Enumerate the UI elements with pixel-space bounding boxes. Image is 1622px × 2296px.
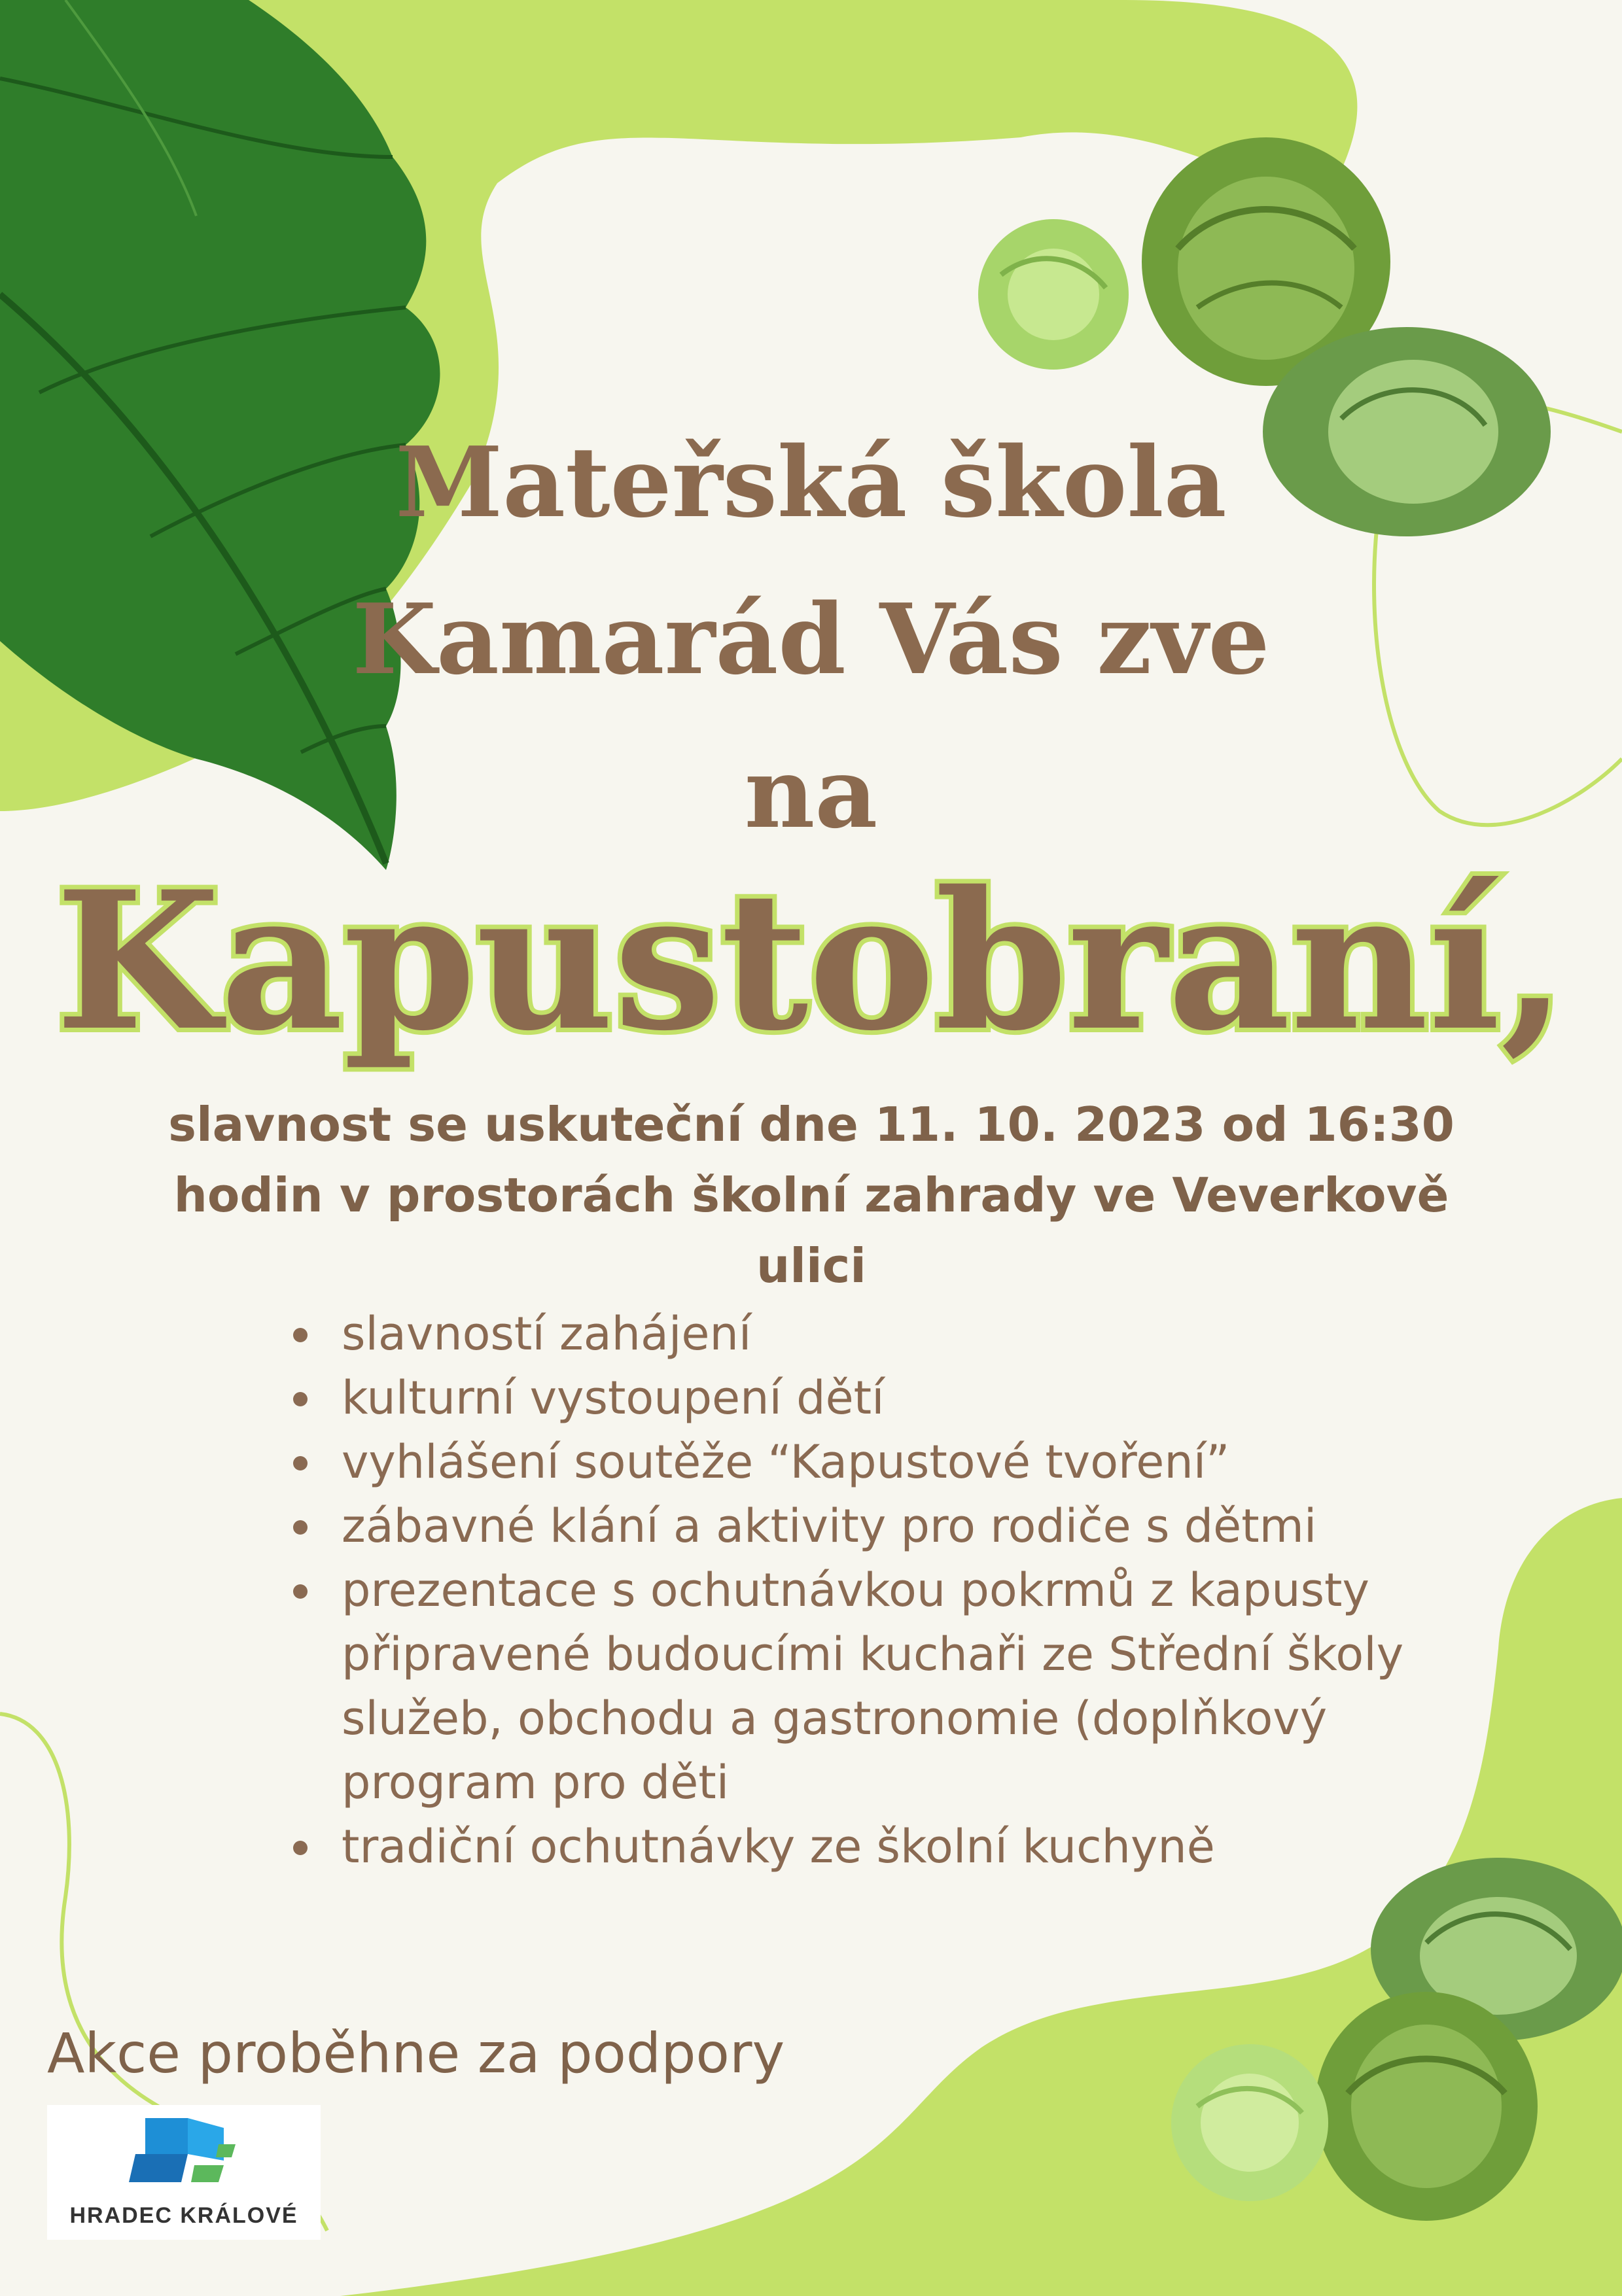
title-line-2: Kamarád Vás zve — [352, 582, 1270, 696]
title-line-3: na — [744, 736, 878, 850]
program-item: tradiční ochutnávky ze školní kuchyně — [288, 1815, 1433, 1879]
city-logo-icon — [47, 2105, 321, 2203]
program-item: slavností zahájení — [288, 1302, 1433, 1366]
program-item: prezentace s ochutnávkou pokrmů z kapusty připravené budoucími kuchaři ze Střední školy služeb, obchodu a gastronomie (doplňkový program pro děti — [288, 1558, 1433, 1815]
program-item: kulturní vystoupení dětí — [288, 1366, 1433, 1430]
title-line-1: Mateřská škola — [395, 425, 1227, 539]
support-text: Akce proběhne za podpory — [47, 2021, 785, 2085]
hradec-kralove-logo — [47, 2105, 321, 2240]
program-item: zábavné klání a aktivity pro rodiče s dětmi — [288, 1494, 1433, 1558]
program-list — [288, 1302, 1433, 1879]
event-name: Kapustobraní, — [55, 850, 1567, 1073]
event-details: slavnost se uskuteční dne 11. 10. 2023 od 16:30 hodin v prostorách školní zahrady ve Veverkově ulici — [168, 1097, 1455, 1293]
program-item: vyhlášení soutěže “Kapustové tvoření” — [288, 1430, 1433, 1494]
logo-text: HRADEC KRÁLOVÉ — [69, 2203, 298, 2228]
